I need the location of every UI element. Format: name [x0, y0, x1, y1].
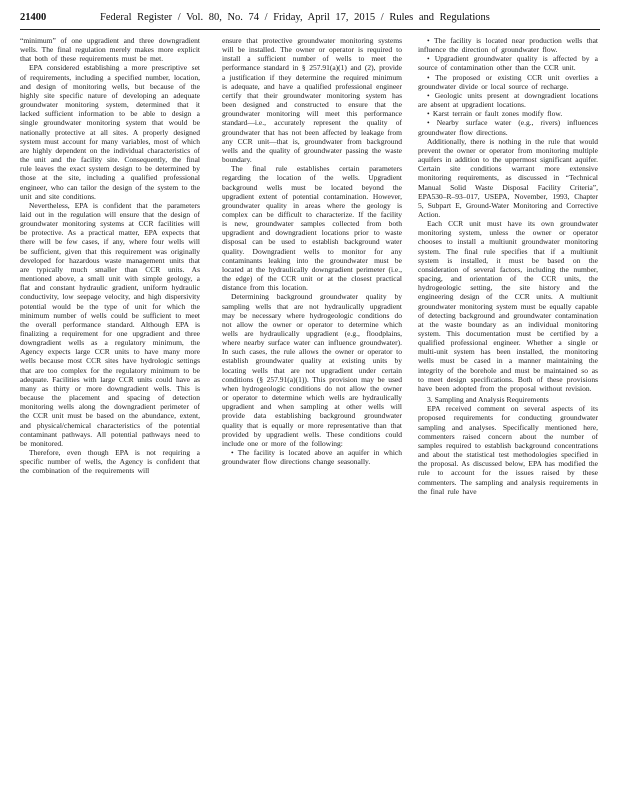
paragraph: EPA received comment on several aspects of its proposed requirements for conducting groundwater sampling and analyses. Specifically mentioned here, commenters raised concern about the number of samples required to establish background concentrations and about the statistical test methodologies specified in the proposal. As discussed below, EPA has modified the rule to account for the issues raised by these commenters. The sampling and analysis requirements in the final rule have: [418, 404, 598, 496]
paragraph: • The facility is located near production wells that influence the direction of groundwater flow.: [418, 36, 598, 55]
paragraph: Therefore, even though EPA is not requiring a specific number of wells, the Agency is confident that the combination of the requirements will: [20, 448, 200, 476]
paragraph: • Upgradient groundwater quality is affected by a source of contamination other than the CCR unit.: [418, 54, 598, 73]
paragraph: EPA considered establishing a more prescriptive set of requirements, including a specified number, location, and design of monitoring wells, but because of the highly site specific nature of developing an adequate groundwater monitoring system, determined that it lacked sufficient information to be able to design a single groundwater monitoring system that would be nationally protective at all sites. A properly designed system must account for many variables, most of which are highly dependent on the individual characteristics of the unit and the facility site. Consequently, the final rule leaves the exact system design to be determined by those at the site, including a qualified professional engineer, who can tailor the design of the system to the unit and site conditions.: [20, 63, 200, 201]
page-number: 21400: [20, 12, 47, 23]
paragraph: “minimum” of one upgradient and three downgradient wells. The final regulation merely makes more explicit that both of these requirements must be met.: [20, 36, 200, 64]
paragraph: • The facility is located above an aquifer in which groundwater flow directions change seasonally.: [222, 448, 402, 467]
text-column-1: [20, 36, 200, 788]
paragraph: • Geologic units present at downgradient locations are absent at upgradient locations.: [418, 90, 598, 110]
paragraph: • Karst terrain or fault zones modify flow.: [427, 109, 563, 119]
paragraph: Determining background groundwater quality by sampling wells that are not hydraulically upgradient may be necessary where hydrogeologic conditions do not allow the owner or operator to determine which wells are hydraulically upgradient (e.g., floodplains, where nearby surface water can influence groundwater). In such cases, the rule allows the owner or operator to establish groundwater quality at existing units by locating wells that are not upgradient under certain conditions (§ 257.91(a)(1)). This provision may be used when hydrogeologic conditions do not allow the owner or operator to determine which wells are hydraulically upgradient and when sampling at other wells will provide data establishing background groundwater quality that is equally or more representative than that provided by upgradient wells. These conditions could include one or more of the following:: [222, 292, 402, 448]
paragraph: Additionally, there is nothing in the rule that would prevent the owner or operator from monitoring multiple aquifers in addition to the uppermost significant aquifer. Certain site conditions warrant more extensive monitoring requirements, as discussed in “Technical Manual Solid Waste Disposal Facility Criteria”, EPA530–R–93–017, USEPA, November, 1993, Chapter 5, Subpart E, Ground-Water Monitoring and Corrective Action.: [418, 136, 598, 219]
paragraph: Nevertheless, EPA is confident that the parameters laid out in the regulation will ensure that the design of groundwater monitoring systems at CCR facilities will be protective. As a practical matter, EPA expects that there will be few cases, if any, where four wells will be sufficient, given that this requirement was originally developed for hazardous waste management units that are typically much smaller than CCR units. As mentioned above, a small unit with simple geology, a flat and constant hydraulic gradient, uniform hydraulic conductivity, low seepage velocity, and high dispersivity potential would be the type of unit for which the minimum number of wells could be sufficient to meet the overall performance standard. Although EPA is finalizing a requirement for one upgradient and three downgradient wells as a regulatory minimum, the Agency expects large CCR units to have many more wells because most CCR sites have hydrologic settings that are too complex for the regulatory minimum to be adequate. Facilities with large CCR units could have as many as thirty or more downgradient wells. This is because the placement and spacing of detection monitoring wells along the downgradient perimeter of the CCR unit must be based on the abundance, extent, and physical/chemical characteristics of the potential contaminant pathways. All potential pathways need to be monitored.: [20, 200, 200, 448]
running-head: Federal Register / Vol. 80, No. 74 / Friday, April 17, 2015 / Rules and Regulations: [100, 12, 490, 23]
paragraph: ensure that protective groundwater monitoring systems will be installed. The owner or operator is required to install a sufficient number of wells to meet the performance standard in § 257.91(a)(1) and (2), provide a justification if they determine the required minimum is adequate, and have a qualified professional engineer certify that their groundwater monitoring system has been designed and constructed to ensure that the groundwater monitoring will meet this performance standard—i.e., accurately represent the quality of groundwater that has not been affected by leakage from any CCR unit—that is, groundwater from background wells and the quality of groundwater passing the waste boundary.: [222, 36, 402, 165]
section-heading: 3. Sampling and Analysis Requirements: [427, 395, 549, 405]
text-column-3: [418, 36, 598, 788]
paragraph: The final rule establishes certain parameters regarding the location of the wells. Upgradient background wells must be located beyond the upgradient extent of potential contamination. However, groundwater quality in areas where the geology is complex can be difficult to characterize. If the facility is new, groundwater samples collected from both upgradient and downgradient locations prior to waste disposal can be used to establish background water quality. Downgradient wells to monitor for any contaminants leaking into the groundwater must be located at the hydraulically downgradient perimeter (i.e., the edge) of the CCR unit or at the closest practical distance from this location.: [222, 164, 402, 293]
paragraph: Each CCR unit must have its own groundwater monitoring system, unless the owner or operator chooses to install a multiunit groundwater monitoring system. The final rule specifies that if a multiunit system is installed, it must be based on the consideration of several factors, including the number, spacing, and orientation of the CCR units, the hydrogeologic setting, the site history and the engineering design of the CCR units. A multiunit groundwater monitoring system must be equally capable of detecting background and groundwater contamination at the waste boundary as an individual monitoring system. This documentation must be certified by a qualified professional engineer. Whether a single or multi-unit system has been installed, the monitoring wells must be cased in a manner maintaining the integrity of the borehole and must be maintained so as to meet design specifications. Both of these provisions have been adopted from the proposal without revision.: [418, 219, 598, 393]
text-column-2: [222, 36, 402, 788]
paragraph: • Nearby surface water (e.g., rivers) influences groundwater flow directions.: [418, 118, 598, 137]
header-rule: [20, 29, 600, 30]
paragraph: • The proposed or existing CCR unit overlies a groundwater divide or local source of recharge.: [418, 72, 598, 91]
page-header: [20, 12, 600, 28]
